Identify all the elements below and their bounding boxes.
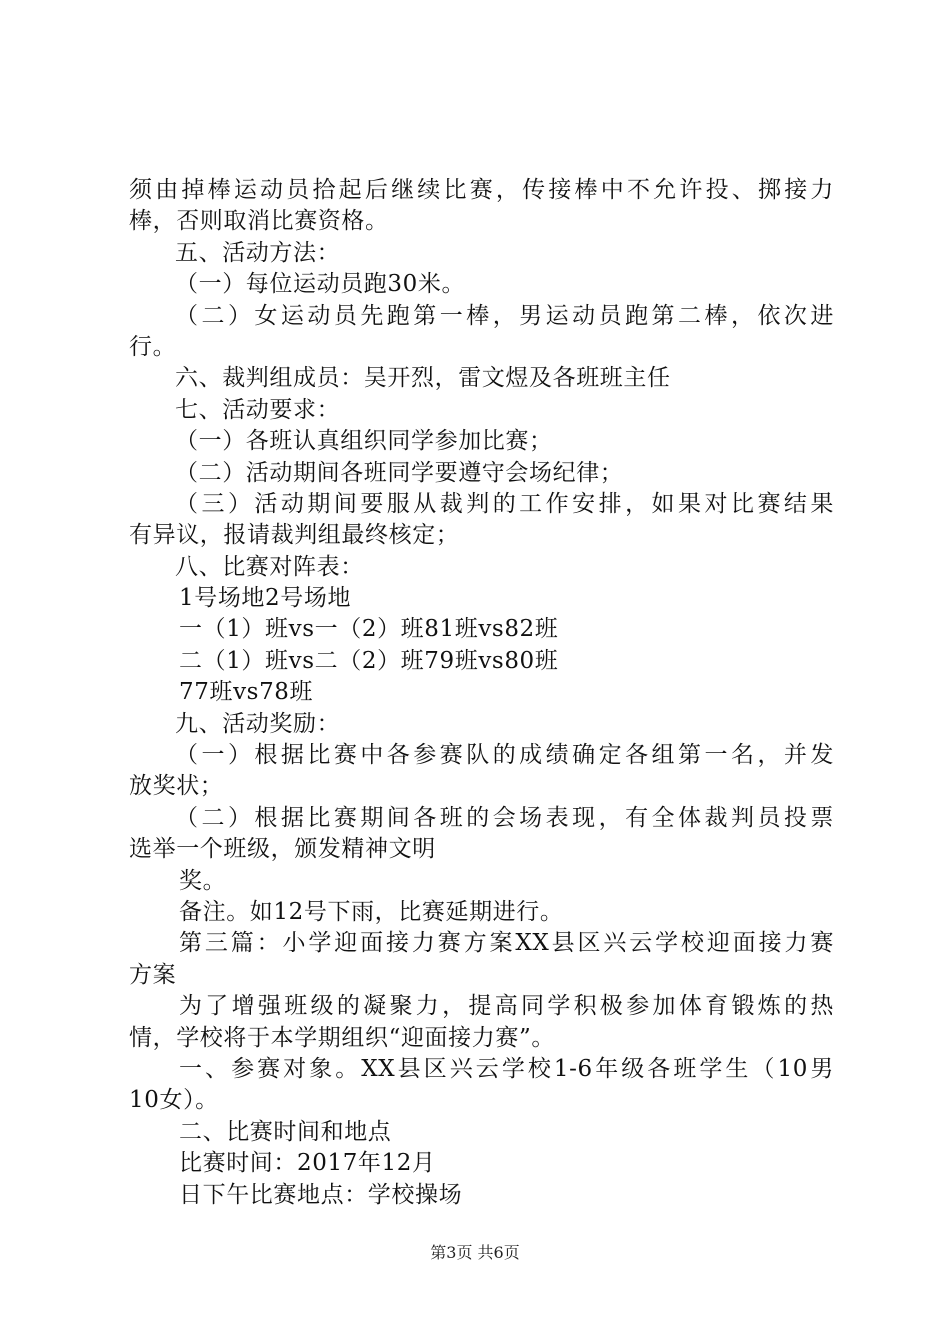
page-number-footer: 第3页 共6页 xyxy=(430,1243,520,1262)
text-line-10: （二）活动期间各班同学要遵守会场纪律； xyxy=(175,459,624,486)
section-heading-match-table: 八、比赛对阵表： xyxy=(175,553,364,580)
text-line-25: 第三篇：小学迎面接力赛方案XX县区兴云学校迎面接力赛 xyxy=(179,930,834,957)
text-line-4: （一）每位运动员跑30米。 xyxy=(175,271,466,298)
text-line-5: （二）女运动员先跑第一棒，男运动员跑第二棒，依次进 xyxy=(175,302,834,329)
text-line-29: 一、参赛对象。XX县区兴云学校1-6年级各班学生（10男 xyxy=(179,1055,834,1082)
text-line-2: 棒，否则取消比赛资格。 xyxy=(129,208,389,235)
text-line-6: 行。 xyxy=(129,333,177,360)
text-line-24: 备注。如12号下雨，比赛延期进行。 xyxy=(179,898,564,925)
text-line-15: 一（1）班vs一（2）班81班vs82班 xyxy=(179,616,559,643)
text-line-14: 1号场地2号场地 xyxy=(179,585,352,612)
text-line-23: 奖。 xyxy=(179,867,227,894)
document-body xyxy=(129,175,834,1211)
section-heading-activity-method: 五、活动方法： xyxy=(175,239,341,266)
text-line-16: 二（1）班vs二（2）班79班vs80班 xyxy=(179,647,559,674)
section-heading-time-place: 二、比赛时间和地点 xyxy=(179,1118,392,1145)
section-heading-awards: 九、活动奖励： xyxy=(175,710,341,737)
text-line-22: 选举一个班级，颁发精神文明 xyxy=(129,836,436,863)
text-line-12: 有异议，报请裁判组最终核定； xyxy=(129,522,460,549)
text-line-26: 方案 xyxy=(129,961,177,988)
text-line-28: 情，学校将于本学期组织“迎面接力赛”。 xyxy=(129,1024,555,1051)
section-heading-referees: 六、裁判组成员：吴开烈，雷文煜及各班班主任 xyxy=(175,365,671,392)
text-line-20: 放奖状； xyxy=(129,773,224,800)
text-line-9: （一）各班认真组织同学参加比赛； xyxy=(175,428,553,455)
text-line-17: 77班vs78班 xyxy=(179,679,314,706)
text-line-27: 为了增强班级的凝聚力，提高同学积极参加体育锻炼的热 xyxy=(179,993,834,1020)
text-line-1: 须由掉棒运动员拾起后继续比赛，传接棒中不允许投、掷接力 xyxy=(129,177,834,203)
text-line-33: 日下午比赛地点：学校操场 xyxy=(179,1181,463,1208)
text-line-21: （二）根据比赛期间各班的会场表现，有全体裁判员投票 xyxy=(175,804,834,831)
text-line-11: （三）活动期间要服从裁判的工作安排，如果对比赛结果 xyxy=(175,490,834,517)
text-line-30: 10女）。 xyxy=(129,1087,219,1114)
section-heading-requirements: 七、活动要求： xyxy=(175,396,341,423)
text-line-19: （一）根据比赛中各参赛队的成绩确定各组第一名，并发 xyxy=(175,742,834,769)
text-line-32: 比赛时间：2017年12月 xyxy=(179,1150,436,1177)
